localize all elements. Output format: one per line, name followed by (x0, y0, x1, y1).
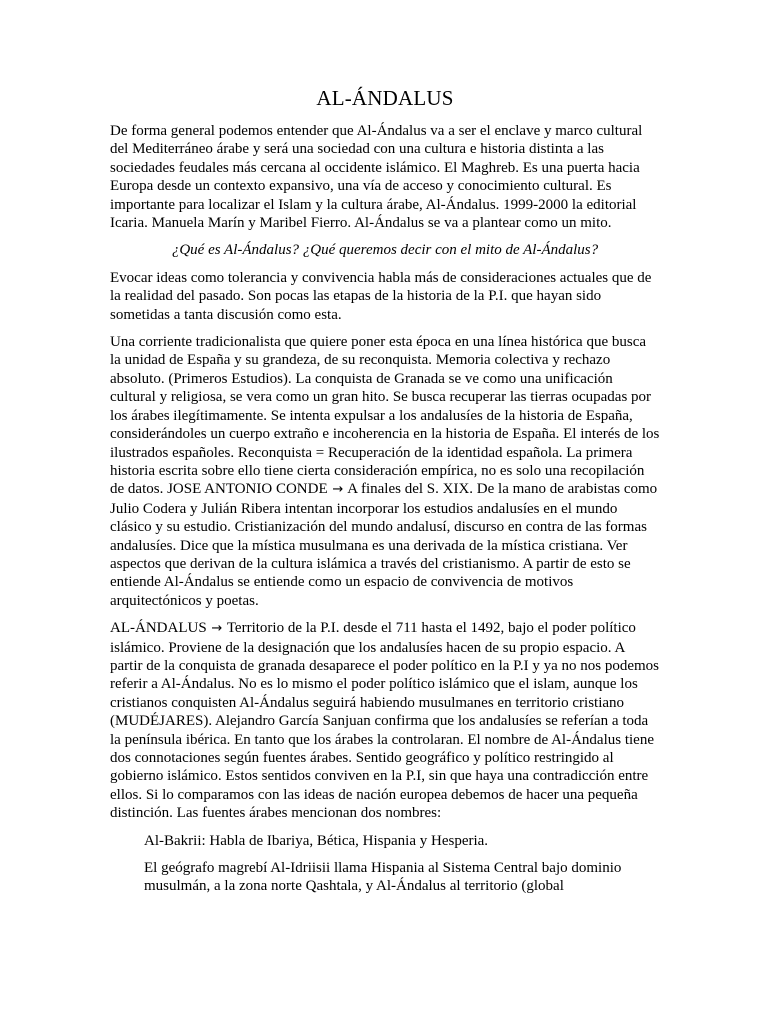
paragraph-tradition-part2: A finales del S. XIX. De la mano de arabistas como Julio Codera y Julián Ribera intentan incorporar los estudios andalusíes en el mundo clásico y su estudio. Cristianización del mundo andalusí, discurso en contra de las formas andalusíes. Dice que la mística musulmana es una derivada de la mística cristiana. Ver aspectos que derivan de la cultura islámica a través del cristianismo. A partir de esto se entiende Al-Ándalus se entiende como un espacio de convivencia de motivos arquitectónicos y poetas. (110, 481, 658, 609)
paragraph-definition (110, 619, 660, 822)
paragraph-tradition-part1: Una corriente tradicionalista que quiere poner esta época en una línea histórica que busca la unidad de España y su grandeza, de su reconquista. Memoria colectiva y rechazo absoluto. (Primeros Estudios). La conquista de Granada se ve como una unificación cultural y religiosa, se vera como un gran hito. Se busca recuperar las tierras ocupadas por los árabes ilegítimamente. Se intenta expulsar a los andalusíes de la historia de España, considerándoles un cuerpo extraño e incoherencia en la historia de España. El interés de los ilustrados españoles. Reconquista = Recuperación de la identidad española. La primera historia escrita sobre ello tiene cierta consideración empírica, no es solo una recopilación de datos. JOSE ANTONIO CONDE (110, 334, 660, 498)
document-page (110, 84, 660, 905)
paragraph-tolerance: Evocar ideas como tolerancia y convivencia habla más de consideraciones actuales que de la realidad del pasado. Son pocas las etapas de la historia de la P.I. que hayan sido sometidas a tanta discusión como esta. (110, 269, 652, 323)
paragraph-tradition (110, 333, 660, 610)
question-heading: ¿Qué es Al-Ándalus? ¿Qué queremos decir con el mito de Al-Ándalus? (171, 242, 599, 259)
list-item: El geógrafo magrebí Al-Idriisii llama Hispania al Sistema Central bajo dominio musulmán, a la zona norte Qashtala, y Al-Ándalus al territorio (global (144, 860, 622, 895)
arrow-right-icon: → (211, 621, 223, 637)
list-item: Al-Bakrii: Habla de Ibariya, Bética, Hispania y Hesperia. (144, 832, 489, 849)
arrow-right-icon: → (332, 482, 344, 498)
document-title: AL-ÁNDALUS (316, 86, 454, 110)
definition-text: Territorio de la P.I. desde el 711 hasta el 1492, bajo el poder político islámico. Proviene de la designación que los andalusíes hacen de su propio espacio. A partir de la conquista de granada desaparece el poder político en la P.I y ya no nos podemos referir a Al-Ándalus. No es lo mismo el poder político islámico que el islam, aunque los cristianos conquisten Al-Ándalus seguirá habiendo musulmanes en territorio cristiano (MUDÉJARES). Alejandro García Sanjuan confirma que los andalusíes se referían a toda la península ibérica. En tanto que los árabes la controlaran. El nombre de Al-Ándalus tiene dos connotaciones según fuentes árabes. Sentido geográfico y político restringido al gobierno islámico. Estos sentidos conviven en la P.I, sin que haya una contradicción entre ellos. Si lo comparamos con las ideas de nación europea debemos de hacer una pequeña distinción. Las fuentes árabes mencionan dos nombres: (110, 620, 659, 822)
intro-paragraph: De forma general podemos entender que Al-Ándalus va a ser el enclave y marco cultural del Mediterráneo árabe y será una sociedad con una cultura e historia distinta a las sociedades feudales más cercana al occidente islámico. El Maghreb. Es una puerta hacia Europa desde un contexto expansivo, una vía de acceso y conocimiento cultural. Es importante para localizar el Islam y la cultura árabe, Al-Ándalus. 1999-2000 la editorial Icaria. Manuela Marín y Maribel Fierro. Al-Ándalus se va a plantear como un mito. (110, 123, 643, 232)
definition-term: AL-ÁNDALUS (110, 620, 207, 637)
